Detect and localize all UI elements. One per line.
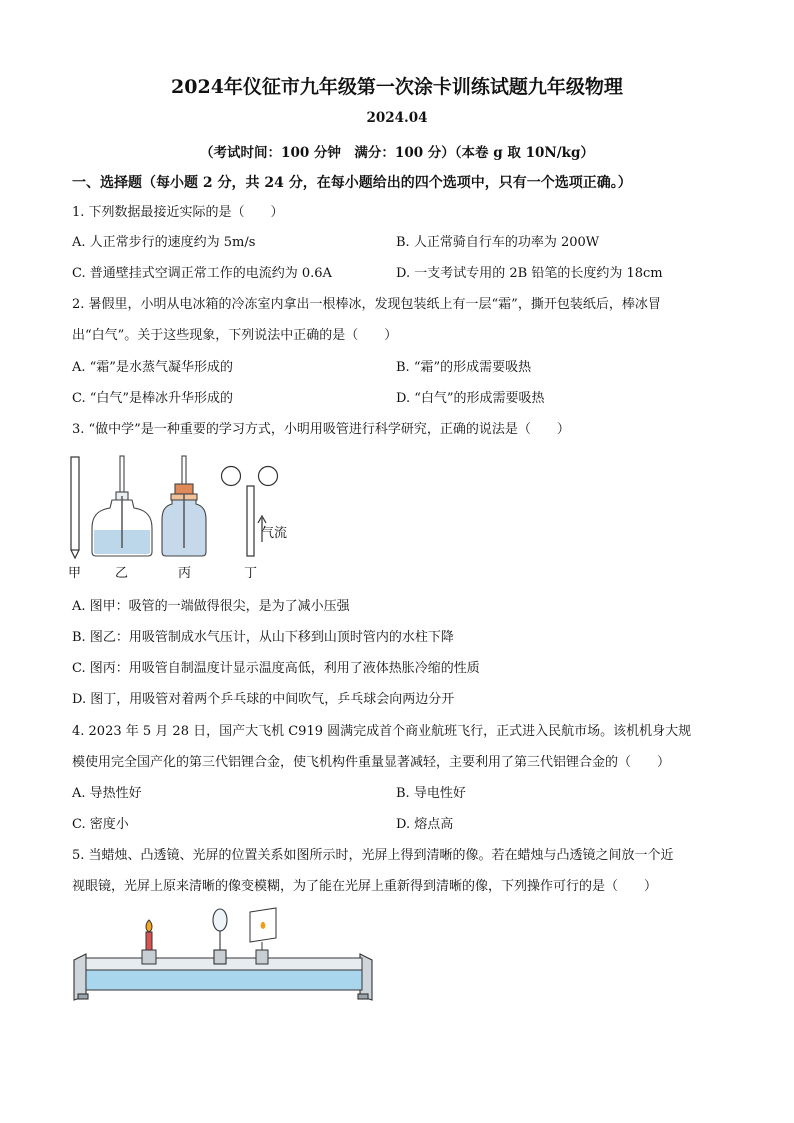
question-1-option-c[interactable]: C. 普通壁挂式空调正常工作的电流约为 0.6A xyxy=(72,266,332,281)
question-4-option-d[interactable]: D. 熔点高 xyxy=(396,817,454,832)
question-3-stem: 3. “做中学”是一种重要的学习方式，小明用吸管进行科学研究，正确的说法是（ ） xyxy=(72,422,570,437)
bottle-barometer-figure-b xyxy=(92,456,152,556)
question-2-option-c[interactable]: C. “白气”是棒冰升华形成的 xyxy=(72,391,234,406)
question-2-stem-line-1: 2. 暑假里，小明从电冰箱的冷冻室内拿出一根棒冰，发现包装纸上有一层“霜”，撕开包装纸后，棒冰冒 xyxy=(72,297,661,312)
question-3-option-b[interactable]: B. 图乙：用吸管制成水气压计，从山下移到山顶时管内的水柱下降 xyxy=(72,630,454,645)
question-1-option-a[interactable]: A. 人正常步行的速度约为 5m/s xyxy=(72,235,256,250)
question-2-option-d[interactable]: D. “白气”的形成需要吸热 xyxy=(396,391,545,406)
question-4-stem-line-2: 模使用完全国产化的第三代铝锂合金，使飞机构件重量显著减轻，主要利用了第三代铝锂合金的（ ） xyxy=(72,755,671,770)
question-4-option-b[interactable]: B. 导电性好 xyxy=(396,786,466,801)
figure-label-c: 丙 xyxy=(178,566,192,581)
figure-label-d: 丁 xyxy=(244,566,258,581)
exam-date: 2024.04 xyxy=(366,110,428,126)
question-3-option-a[interactable]: A. 图甲：吸管的一端做得很尖，是为了减小压强 xyxy=(72,599,350,614)
question-2-option-b[interactable]: B. “霜”的形成需要吸热 xyxy=(396,360,532,375)
question-4-stem-line-1: 4. 2023 年 5 月 28 日，国产大飞机 C919 圆满完成首个商业航班飞行，正式进入民航市场。该机机身大规 xyxy=(72,724,692,739)
straw-experiments-figure xyxy=(68,452,308,582)
figure-label-b: 乙 xyxy=(115,566,129,581)
bottle-thermometer-figure-c xyxy=(162,456,206,556)
question-3-option-d[interactable]: D. 图丁，用吸管对着两个乒乓球的中间吹气，乒乓球会向两边分开 xyxy=(72,692,455,707)
question-4-option-a[interactable]: A. 导热性好 xyxy=(72,786,142,801)
straw-figure-a xyxy=(71,457,79,558)
question-1-option-b[interactable]: B. 人正常骑自行车的功率为 200W xyxy=(396,235,600,250)
figure-label-a: 甲 xyxy=(68,566,82,581)
ping-pong-figure-d xyxy=(222,467,278,557)
light-screen xyxy=(250,908,276,964)
question-2-option-a[interactable]: A. “霜”是水蒸气凝华形成的 xyxy=(72,360,233,375)
question-2-stem-line-2: 出“白气”。关于这些现象，下列说法中正确的是（ ） xyxy=(72,328,398,343)
airflow-label: 气流 xyxy=(261,526,288,541)
convex-lens xyxy=(213,909,227,964)
question-5-stem-line-1: 5. 当蜡烛、凸透镜、光屏的位置关系如图所示时，光屏上得到清晰的像。若在蜡烛与凸透镜之间放一个近 xyxy=(72,848,674,863)
optical-bench-figure xyxy=(70,908,380,1003)
question-5-stem-line-2: 视眼镜，光屏上原来清晰的像变模糊，为了能在光屏上重新得到清晰的像，下列操作可行的是（ ） xyxy=(72,879,658,894)
question-1-option-d[interactable]: D. 一支考试专用的 2B 铅笔的长度约为 18cm xyxy=(396,266,663,281)
question-1-stem: 1. 下列数据最接近实际的是（ ） xyxy=(72,205,284,220)
question-4-option-c[interactable]: C. 密度小 xyxy=(72,817,129,832)
exam-subtitle: （考试时间：100 分钟 满分：100 分）（本卷 g 取 10N/kg） xyxy=(200,145,594,161)
section-heading: 一、选择题（每小题 2 分，共 24 分，在每小题给出的四个选项中，只有一个选项正确。） xyxy=(72,175,632,191)
candle xyxy=(142,920,156,964)
page-title: 2024年仪征市九年级第一次涂卡训练试题九年级物理 xyxy=(171,76,623,98)
question-3-option-c[interactable]: C. 图丙：用吸管自制温度计显示温度高低，利用了液体热胀冷缩的性质 xyxy=(72,661,480,676)
